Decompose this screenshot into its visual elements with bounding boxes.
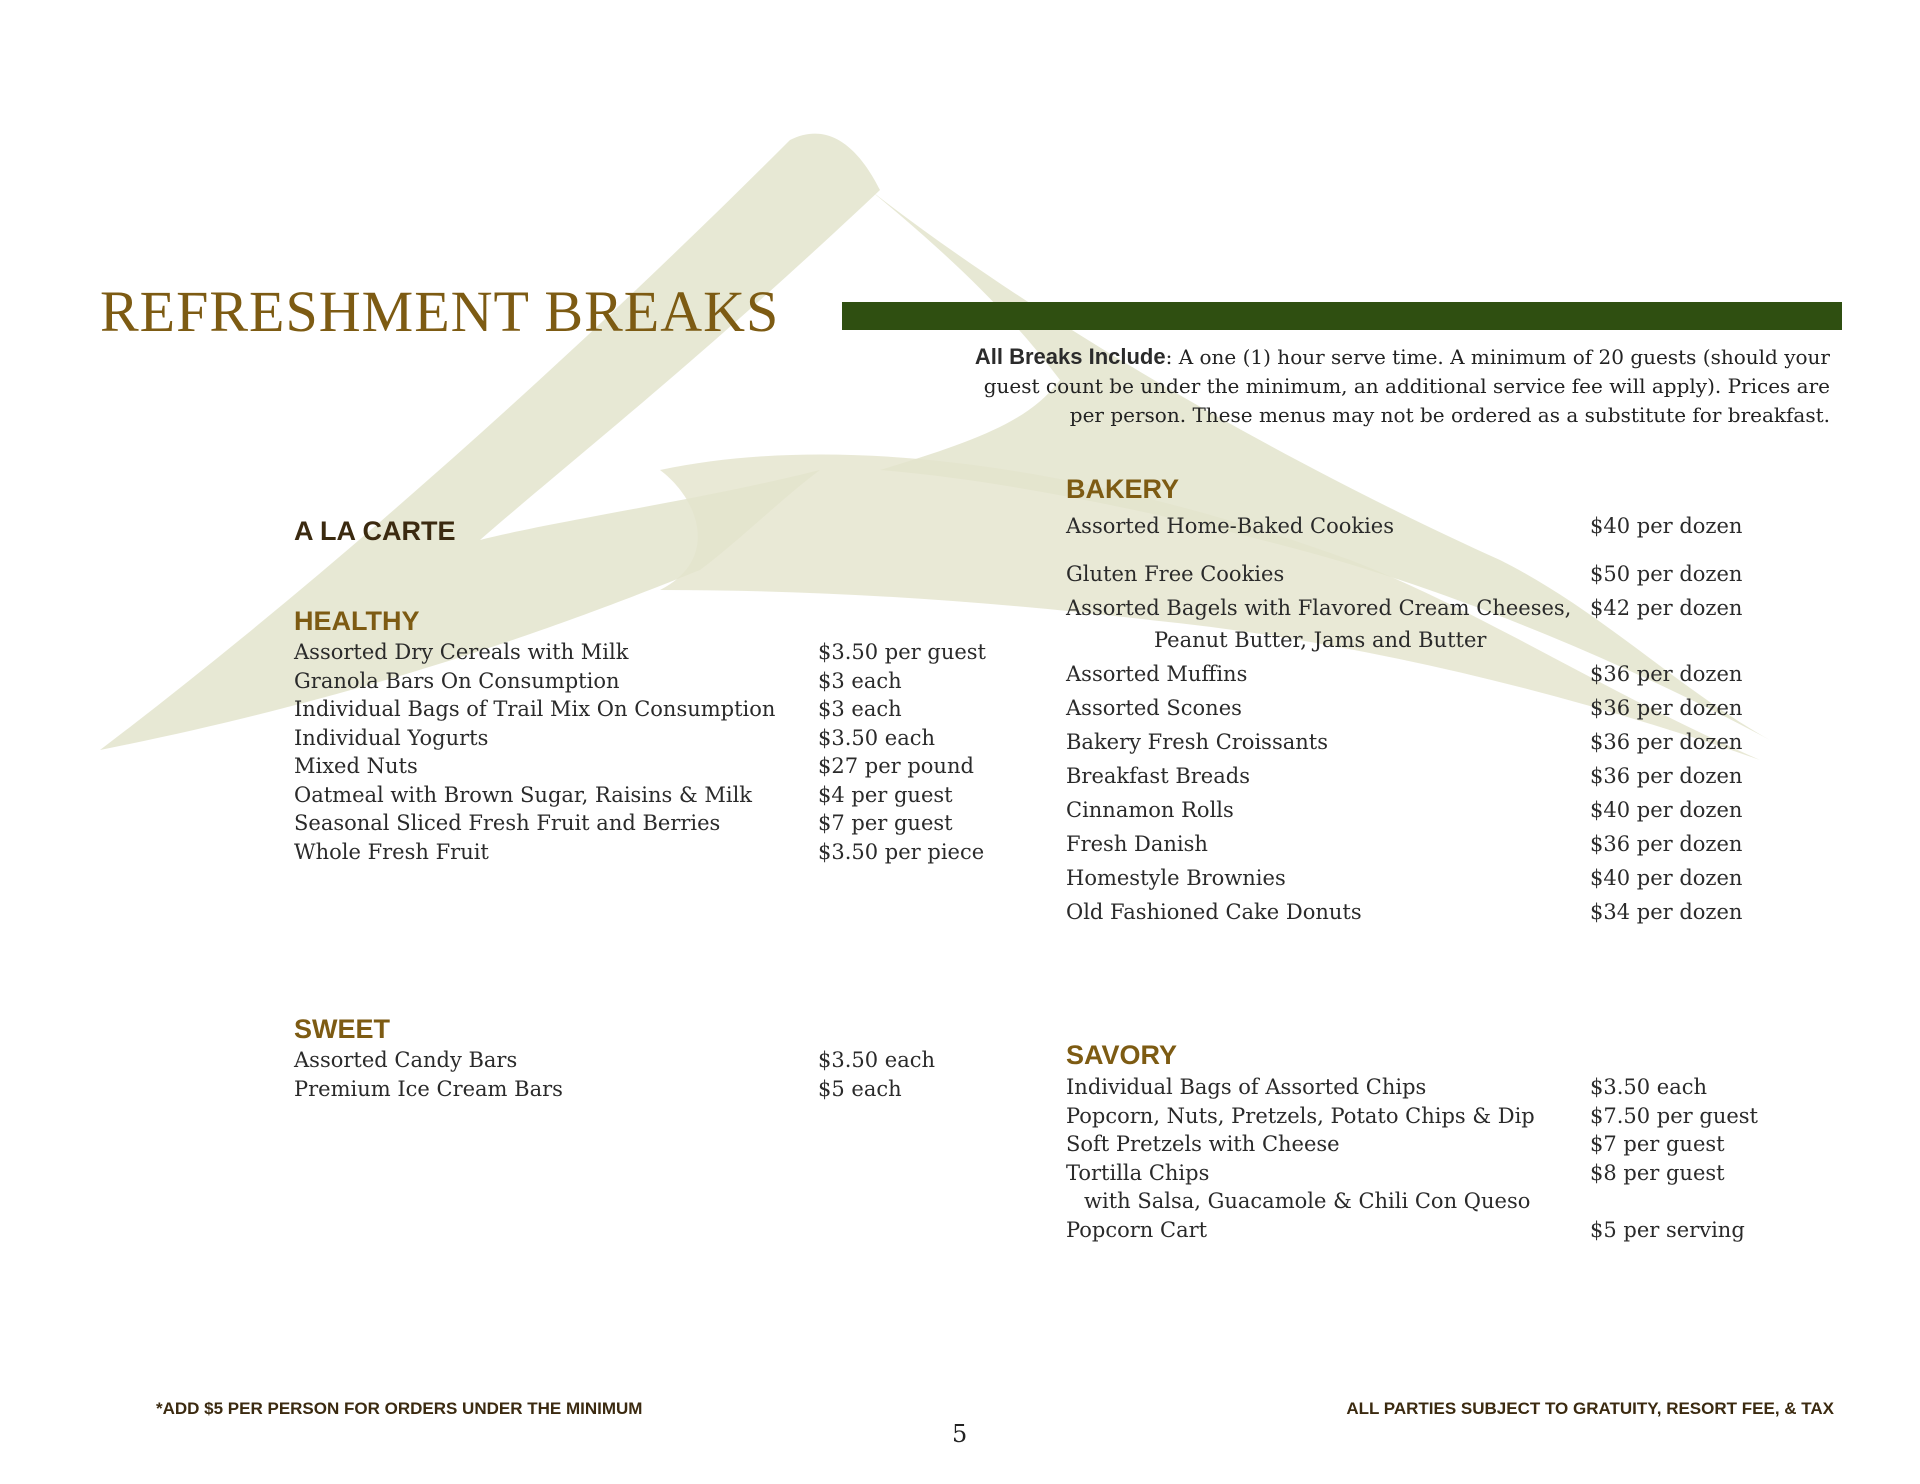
item-name: Homestyle Brownies — [1066, 866, 1286, 890]
item-name-continued: Peanut Butter, Jams and Butter — [1154, 628, 1487, 652]
item-price: $3 each — [818, 697, 902, 721]
page-number: 5 — [952, 1420, 968, 1448]
item-name-continued: with Salsa, Guacamole & Chili Con Queso — [1084, 1188, 1531, 1213]
item-price: $36 per dozen — [1590, 696, 1743, 720]
item-name: Gluten Free Cookies — [1066, 562, 1285, 586]
item-price: $3.50 per piece — [818, 839, 985, 864]
page-title: REFRESHMENT BREAKS — [100, 279, 780, 344]
item-name: Cinnamon Rolls — [1066, 798, 1234, 822]
a-la-carte-heading: A LA CARTE — [294, 516, 456, 546]
bakery-heading: BAKERY — [1066, 474, 1180, 504]
item-name: Bakery Fresh Croissants — [1066, 730, 1328, 754]
intro-paragraph — [960, 342, 1830, 430]
item-name: Assorted Scones — [1066, 696, 1242, 720]
footer-minimum-note: *ADD $5 PER PERSON FOR ORDERS UNDER THE MINIMUM — [156, 1399, 643, 1418]
item-name: Seasonal Sliced Fresh Fruit and Berries — [294, 811, 721, 835]
title-divider-bar — [842, 302, 1842, 330]
item-name: Individual Bags of Assorted Chips — [1066, 1075, 1427, 1099]
item-name: Tortilla Chips — [1066, 1160, 1210, 1185]
item-price: $5 each — [818, 1076, 902, 1101]
item-price: $40 per dozen — [1590, 866, 1743, 890]
item-name: Premium Ice Cream Bars — [294, 1076, 563, 1101]
intro-text: : A one (1) hour serve time. A minimum of 20 guests (should your guest count be under the minimum, an additional service fee will apply). Prices are per person. These menus may not be ordered as a substitute for breakfast. — [983, 345, 1830, 427]
item-price: $40 per dozen — [1590, 514, 1743, 538]
item-price: $8 per guest — [1590, 1160, 1725, 1185]
item-price: $3.50 per guest — [818, 640, 986, 664]
item-name: Soft Pretzels with Cheese — [1066, 1132, 1340, 1156]
intro-lead: All Breaks Include — [974, 344, 1166, 369]
item-price: $7 per guest — [1590, 1132, 1725, 1156]
item-price: $42 per dozen — [1590, 596, 1743, 620]
item-price: $34 per dozen — [1590, 900, 1743, 924]
healthy-heading: HEALTHY — [294, 606, 420, 636]
item-price: $4 per guest — [818, 782, 953, 807]
item-price: $5 per serving — [1590, 1217, 1745, 1242]
item-price: $3.50 each — [818, 725, 936, 750]
item-price: $36 per dozen — [1590, 662, 1743, 686]
footer-gratuity-note: ALL PARTIES SUBJECT TO GRATUITY, RESORT FEE, & TAX — [1346, 1399, 1834, 1418]
item-price: $7 per guest — [818, 811, 953, 835]
sweet-heading: SWEET — [294, 1014, 391, 1044]
item-name: Assorted Bagels with Flavored Cream Cheeses, — [1066, 596, 1572, 620]
item-price: $36 per dozen — [1590, 730, 1743, 754]
item-price: $50 per dozen — [1590, 562, 1743, 586]
item-name: Granola Bars On Consumption — [294, 668, 620, 693]
item-name: Assorted Candy Bars — [294, 1048, 518, 1072]
item-name: Assorted Dry Cereals with Milk — [294, 640, 629, 664]
item-name: Oatmeal with Brown Sugar, Raisins & Milk — [294, 782, 753, 807]
item-name: Assorted Muffins — [1066, 662, 1248, 686]
item-price: $27 per pound — [818, 754, 974, 778]
item-price: $40 per dozen — [1590, 798, 1743, 822]
item-name: Old Fashioned Cake Donuts — [1066, 900, 1362, 924]
item-name: Popcorn Cart — [1066, 1217, 1208, 1242]
item-price: $7.50 per guest — [1590, 1103, 1758, 1128]
item-name: Whole Fresh Fruit — [294, 839, 489, 864]
item-name: Popcorn, Nuts, Pretzels, Potato Chips & Dip — [1066, 1103, 1535, 1128]
item-name: Assorted Home-Baked Cookies — [1066, 514, 1395, 538]
item-name: Fresh Danish — [1066, 832, 1208, 856]
item-name: Breakfast Breads — [1066, 764, 1250, 788]
item-price: $36 per dozen — [1590, 832, 1743, 856]
savory-heading: SAVORY — [1066, 1040, 1178, 1070]
item-price: $3.50 each — [818, 1048, 936, 1072]
item-price: $3.50 each — [1590, 1075, 1708, 1099]
item-price: $3 each — [818, 668, 902, 693]
item-name: Individual Bags of Trail Mix On Consumption — [294, 697, 776, 721]
item-name: Individual Yogurts — [294, 725, 489, 750]
item-name: Mixed Nuts — [294, 754, 418, 778]
item-price: $36 per dozen — [1590, 764, 1743, 788]
